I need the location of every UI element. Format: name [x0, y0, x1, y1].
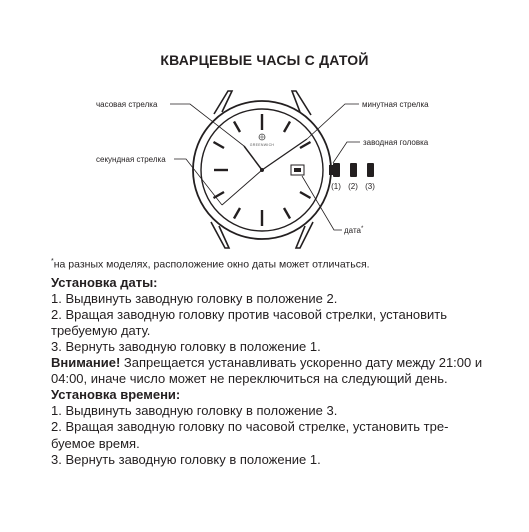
brand-name: GREENWICH	[249, 143, 275, 147]
label-date: дата*	[344, 226, 364, 235]
label-minute-hand: минутная стрелка	[362, 100, 429, 109]
instructions	[51, 254, 491, 468]
crown-position-2: (2)	[348, 182, 358, 191]
crown-position-1: (1)	[331, 182, 341, 191]
time-setting-heading: Установка времени:	[51, 387, 181, 403]
date-step-3: 3. Вернуть заводную головку в положение 1.	[51, 338, 321, 354]
watch-diagram	[0, 0, 529, 250]
crown-stem	[329, 165, 333, 175]
warning: Внимание! Запрещается устанавливать ускоренно дату между 21:00 и 04:00, иначе число может не переключиться на следующий день.	[51, 355, 483, 387]
page-title: КВАРЦЕВЫЕ ЧАСЫ С ДАТОЙ	[160, 52, 369, 68]
time-step-1: 1. Выдвинуть заводную головку в положение 3.	[51, 403, 338, 419]
label-crown: заводная головка	[363, 138, 429, 147]
brand-logo-icon	[259, 134, 265, 140]
time-step-3: 3. Вернуть заводную головку в положение 1.	[51, 451, 321, 467]
hand-pivot	[260, 168, 264, 172]
footnote: *на разных моделях, расположение окно даты может отличаться.	[51, 258, 370, 271]
crown-positions	[333, 163, 374, 177]
label-second-hand: секундная стрелка	[96, 155, 166, 164]
date-setting-heading: Установка даты:	[51, 274, 158, 290]
crown-position-3: (3)	[365, 182, 375, 191]
time-step-2: 2. Вращая заводную головку по часовой стрелке, установить тре-буемое время.	[51, 419, 449, 451]
date-step-2: 2. Вращая заводную головку против часовой стрелки, установить требуемую дату.	[51, 306, 448, 338]
label-hour-hand: часовая стрелка	[96, 100, 158, 109]
date-step-1: 1. Выдвинуть заводную головку в положение 2.	[51, 290, 338, 306]
